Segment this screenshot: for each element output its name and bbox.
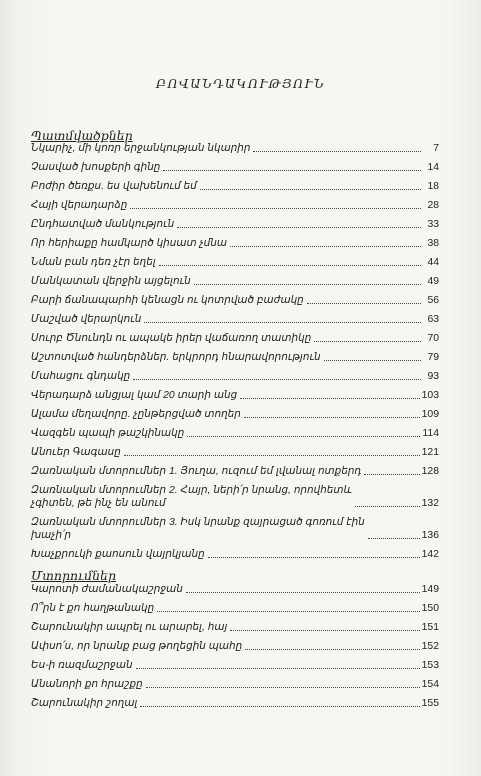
toc-page-number: 109 xyxy=(421,409,439,420)
toc-entry xyxy=(31,484,439,510)
toc-entry-title: Բարի ճանապարհի կենացն ու կոտրված բաժակը xyxy=(31,295,304,306)
toc-entry-title xyxy=(31,484,352,510)
toc-page-number: 7 xyxy=(433,143,439,154)
toc-entry-title: Շարունակիր շողալ xyxy=(31,698,138,709)
toc-page-number: 149 xyxy=(421,584,439,595)
toc-entry xyxy=(31,370,439,383)
dot-leader xyxy=(159,265,421,266)
toc-page-number: 14 xyxy=(427,162,439,173)
toc-entry xyxy=(31,446,439,459)
toc-entry xyxy=(31,313,439,326)
toc-entry-title: Կարոտի ժամանակաշրջան xyxy=(31,584,183,595)
dot-leader xyxy=(130,208,421,209)
toc-entry-title: Ափսո՛ս, որ նրանք բաց թողեցին պահը xyxy=(31,641,243,652)
toc-entry xyxy=(31,294,439,307)
dot-leader xyxy=(253,151,421,152)
toc-page-number: 121 xyxy=(421,447,439,458)
toc-entry xyxy=(31,275,439,288)
toc-entry xyxy=(31,621,439,634)
dot-leader xyxy=(194,284,421,285)
toc-page-number: 93 xyxy=(427,371,439,382)
dot-leader xyxy=(355,506,420,507)
toc-entry xyxy=(31,237,439,250)
toc-page-number: 103 xyxy=(421,390,439,401)
toc-page-number: 153 xyxy=(421,660,439,671)
toc-entry-title-line: խաչի՛ր xyxy=(31,530,72,541)
section-heading-stories: Պատմվածքներ xyxy=(31,128,133,143)
dot-leader xyxy=(200,189,421,190)
dot-leader xyxy=(307,303,421,304)
toc-entry-title: Վազգեն պապի թաշկինակը xyxy=(31,428,185,439)
toc-entry-title: Խաչքրուկի քաոսուն վայրկյանը xyxy=(31,549,205,560)
dot-leader xyxy=(245,649,419,650)
toc-entry-title-line: չգիտեն, թե ինչ են անում xyxy=(31,498,166,509)
dot-leader xyxy=(140,706,419,707)
toc-entry xyxy=(31,161,439,174)
dot-leader xyxy=(208,557,420,558)
dot-leader xyxy=(187,436,420,437)
toc-entry-title: Ընդհատված մանկություն xyxy=(31,219,175,230)
toc-entry-title: Մահացու գնդակը xyxy=(31,371,131,382)
dot-leader xyxy=(314,341,421,342)
toc-entry-title: Որ հերիաքը համկարծ կիսատ չմնա xyxy=(31,238,227,249)
dot-leader xyxy=(157,611,419,612)
toc-entry xyxy=(31,583,439,596)
toc-page-number: 152 xyxy=(421,641,439,652)
toc-page-number: 132 xyxy=(421,498,439,509)
toc-page-number: 56 xyxy=(427,295,439,306)
toc-entry xyxy=(31,465,439,478)
dot-leader xyxy=(244,417,420,418)
toc-page-number: 142 xyxy=(421,549,439,560)
toc-entry xyxy=(31,180,439,193)
toc-page-number: 136 xyxy=(421,530,439,541)
toc-entry-title xyxy=(31,516,365,542)
toc-entry-title: Բոժիր ծեռքս. ես վախենում եմ xyxy=(31,181,197,192)
toc-entry-title: Անանորի քո հրաշքը xyxy=(31,679,143,690)
toc-entry xyxy=(31,142,439,155)
page-title: ԲՈՎԱՆԴԱԿՈՒԹՅՈՒՆ xyxy=(155,76,326,91)
toc-entry-title-line: Զառնական մտորումներ 3. Իսկ նրանք զայրացած գոռում էին xyxy=(31,517,365,528)
dot-leader xyxy=(364,474,419,475)
toc-entry-title: Մաշված վերարկուն xyxy=(31,314,142,325)
dot-leader xyxy=(146,687,420,688)
dot-leader xyxy=(136,668,420,669)
toc-page-number: 114 xyxy=(422,428,439,439)
dot-leader xyxy=(163,170,421,171)
dot-leader xyxy=(144,322,421,323)
dot-leader xyxy=(230,246,421,247)
toc-list-stories xyxy=(31,142,439,567)
toc-entry-title: Չասված խոսքերի գինը xyxy=(31,162,161,173)
toc-page-number: 18 xyxy=(427,181,439,192)
toc-entry-title: Նկարիչ, մի կոռր երջանկության նկարիր xyxy=(31,143,251,154)
dot-leader xyxy=(324,360,421,361)
toc-entry xyxy=(31,389,439,402)
toc-list-reflections xyxy=(31,583,439,716)
toc-page-number: 44 xyxy=(427,257,439,268)
toc-page-number: 150 xyxy=(421,603,439,614)
dot-leader xyxy=(186,592,420,593)
toc-entry-title: Նման բան դեռ չէր եղել xyxy=(31,257,156,268)
toc-entry xyxy=(31,256,439,269)
toc-entry xyxy=(31,659,439,672)
toc-entry-title: Մանկատան վերջին այցելուն xyxy=(31,276,191,287)
toc-entry xyxy=(31,199,439,212)
toc-page-number: 128 xyxy=(421,466,439,477)
toc-entry-title: Վերադարձ անցյալ կամ 20 տարի անց xyxy=(31,390,238,401)
dot-leader xyxy=(133,379,421,380)
toc-page-number: 79 xyxy=(427,352,439,363)
toc-page-number: 151 xyxy=(421,622,439,633)
toc-entry xyxy=(31,640,439,653)
toc-entry xyxy=(31,516,439,542)
toc-page-number: 38 xyxy=(427,238,439,249)
toc-page-number: 28 xyxy=(427,200,439,211)
section-heading-reflections: Մտորումներ xyxy=(31,568,117,583)
toc-entry xyxy=(31,332,439,345)
toc-entry-title-line: Զառնական մտորումներ 2. Հայր, ների՛ր նրանց, որովհետև xyxy=(31,485,352,496)
dot-leader xyxy=(240,398,419,399)
toc-entry xyxy=(31,678,439,691)
toc-entry-title: Ալամա մեղավորը. չընթերցված տողեր xyxy=(31,409,241,420)
dot-leader xyxy=(177,227,421,228)
toc-entry-title: Ես-ի ռազմաշրջան xyxy=(31,660,133,671)
toc-entry xyxy=(31,548,439,561)
toc-entry-title: Հայի վերադարձը xyxy=(31,200,128,211)
toc-entry xyxy=(31,427,439,440)
toc-page-number: 154 xyxy=(421,679,439,690)
toc-page-number: 155 xyxy=(421,698,439,709)
toc-page-number: 33 xyxy=(427,219,439,230)
toc-entry xyxy=(31,602,439,615)
dot-leader xyxy=(124,455,420,456)
toc-entry xyxy=(31,218,439,231)
toc-entry-title: Աշտոտված հանդերձներ. երկրորդ հնարավորություն xyxy=(31,352,321,363)
toc-entry-title: Անուեր Գագասը xyxy=(31,447,121,458)
toc-entry xyxy=(31,697,439,710)
toc-page-number: 63 xyxy=(427,314,439,325)
toc-entry-title: Ո՞րն է քո հաղթանակը xyxy=(31,603,155,614)
toc-entry xyxy=(31,408,439,421)
toc-entry-title: Զառնական մտորումներ 1. Յուղա, ուզում եմ լվանալ ոտքերդ xyxy=(31,466,362,477)
toc-entry-title: Շարունակիր ապրել ու արարել, հայ xyxy=(31,622,228,633)
toc-entry xyxy=(31,351,439,364)
toc-page-number: 49 xyxy=(427,276,439,287)
dot-leader xyxy=(230,630,419,631)
dot-leader xyxy=(368,538,420,539)
toc-entry-title: Սուրբ Ծնունդն ու ապակե իրեր վաճառող տատիկը xyxy=(31,333,312,344)
toc-page-number: 70 xyxy=(427,333,439,344)
